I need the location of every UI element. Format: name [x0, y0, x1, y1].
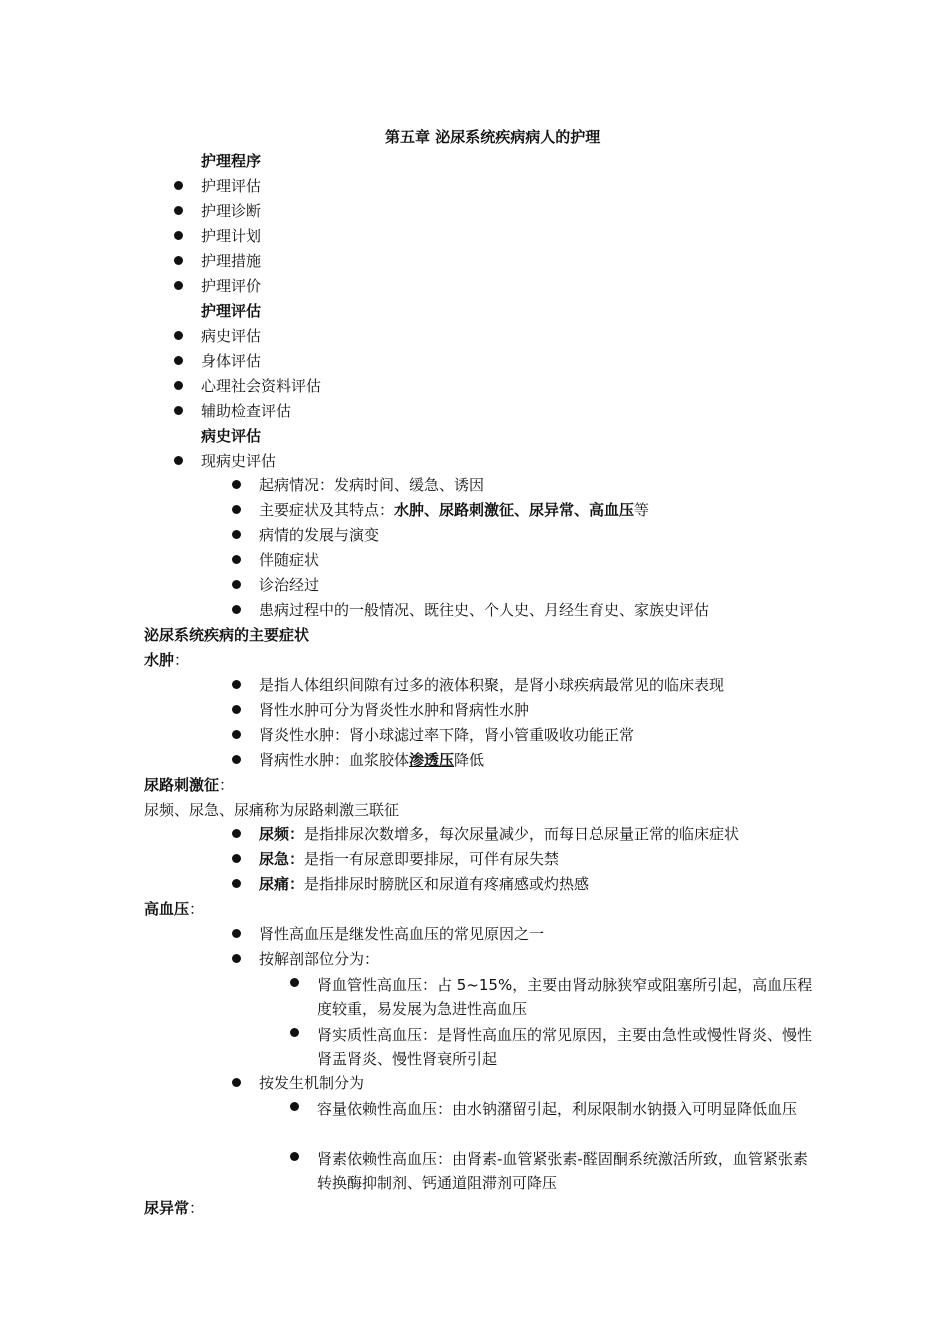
list-item: 护理评价 — [201, 277, 262, 295]
list-item: 病情的发展与演变 — [259, 526, 380, 544]
bullet-icon — [174, 456, 183, 465]
section-heading-irritation — [144, 775, 234, 795]
list-item: 肾实质性高血压：是肾性高血压的常见原因，主要由急性或慢性肾炎、慢性肾盂肾炎、慢性肾衰所引起 — [317, 1026, 813, 1068]
list-item: 肾性高血压是继发性高血压的常见原因之一 — [259, 925, 545, 943]
bullet-icon — [232, 929, 241, 938]
section-heading-assessment: 护理评估 — [201, 302, 262, 320]
list-item: 伴随症状 — [259, 551, 320, 569]
bullet-icon — [290, 978, 299, 987]
list-item: 是指人体组织间隙有过多的液体积聚，是肾小球疾病最常见的临床表现 — [259, 676, 725, 694]
nephrotic-suffix: 降低 — [454, 751, 485, 769]
symptoms-suffix: 等 — [634, 501, 650, 519]
list-item: 肾素依赖性高血压：由肾素-血管紧张素-醛固酮系统激活所致，血管紧张素转换酶抑制剂、钙通道阻滞剂可降压 — [317, 1150, 808, 1192]
bullet-icon — [232, 954, 241, 963]
symptoms-prefix: 主要症状及其特点： — [259, 501, 395, 519]
list-item — [259, 500, 649, 520]
list-item: 身体评估 — [201, 352, 262, 370]
list-item: 护理计划 — [201, 227, 262, 245]
bullet-icon — [232, 505, 241, 514]
section-heading-urine — [144, 1198, 204, 1218]
bullet-icon — [174, 281, 183, 290]
list-item: 肾血管性高血压：占 5~15%，主要由肾动脉狭窄或阻塞所引起，高血压程度较重，易发展为急进性高血压 — [317, 976, 813, 1018]
list-item — [259, 824, 739, 844]
term: 尿痛： — [259, 875, 305, 893]
bullet-icon — [232, 854, 241, 863]
bullet-icon — [232, 1078, 241, 1087]
list-item: 病史评估 — [201, 327, 262, 345]
list-item: 诊治经过 — [259, 576, 320, 594]
bullet-icon — [174, 256, 183, 265]
list-item: 护理诊断 — [201, 202, 262, 220]
list-item — [259, 849, 559, 869]
bullet-icon — [232, 680, 241, 689]
list-item: 现病史评估 — [201, 452, 277, 470]
colon: ： — [219, 776, 235, 794]
colon: ： — [189, 1199, 205, 1217]
section-heading-history: 病史评估 — [201, 427, 262, 445]
list-item: 肾性水肿可分为肾炎性水肿和肾病性水肿 — [259, 701, 530, 719]
list-item: 护理措施 — [201, 252, 262, 270]
irritation-heading: 尿路刺激征 — [144, 776, 220, 794]
bullet-icon — [232, 480, 241, 489]
bullet-icon — [174, 206, 183, 215]
term: 尿急： — [259, 850, 305, 868]
edema-heading: 水肿 — [144, 651, 175, 669]
paragraph: 尿频、尿急、尿痛称为尿路刺激三联征 — [144, 801, 400, 819]
list-item: 肾炎性水肿：肾小球滤过率下降，肾小管重吸收功能正常 — [259, 726, 635, 744]
list-item — [259, 750, 484, 770]
term: 尿频： — [259, 825, 305, 843]
bullet-icon — [174, 231, 183, 240]
bullet-icon — [290, 1028, 299, 1037]
bullet-icon — [174, 406, 183, 415]
list-item: 起病情况：发病时间、缓急、诱因 — [259, 476, 485, 494]
definition: 是指排尿次数增多，每次尿量减少，而每日总尿量正常的临床症状 — [304, 825, 740, 843]
list-item: 按发生机制分为 — [259, 1074, 365, 1092]
bullet-icon — [290, 1102, 299, 1111]
bullet-icon — [232, 879, 241, 888]
list-item: 按解剖部位分为： — [259, 950, 380, 968]
bullet-icon — [174, 381, 183, 390]
section-heading-hypertension — [144, 899, 204, 919]
bullet-icon — [232, 755, 241, 764]
bullet-icon — [174, 356, 183, 365]
bullet-icon — [232, 705, 241, 714]
section-heading-edema — [144, 650, 189, 670]
definition: 是指一有尿意即要排尿，可伴有尿失禁 — [304, 850, 560, 868]
definition: 是指排尿时膀胱区和尿道有疼痛感或灼热感 — [304, 875, 590, 893]
bullet-icon — [290, 1152, 299, 1161]
symptoms-bold: 水肿、尿路刺激征、尿异常、高血压 — [394, 501, 635, 519]
list-item: 容量依赖性高血压：由水钠潴留引起，利尿限制水钠摄入可明显降低血压 — [317, 1100, 798, 1118]
nephrotic-bold: 渗透压 — [409, 751, 455, 769]
list-item: 患病过程中的一般情况、既往史、个人史、月经生育史、家族史评估 — [259, 601, 710, 619]
section-heading-process: 护理程序 — [201, 152, 262, 170]
list-item — [259, 874, 589, 894]
bullet-icon — [232, 605, 241, 614]
bullet-icon — [232, 829, 241, 838]
bullet-icon — [232, 580, 241, 589]
page-title: 第五章 泌尿系统疾病病人的护理 — [385, 128, 601, 146]
section-heading-main-symptoms: 泌尿系统疾病的主要症状 — [144, 626, 310, 644]
bullet-icon — [232, 730, 241, 739]
bullet-icon — [232, 555, 241, 564]
hypertension-heading: 高血压 — [144, 900, 190, 918]
colon: ： — [174, 651, 190, 669]
bullet-icon — [174, 181, 183, 190]
list-item: 辅助检查评估 — [201, 402, 292, 420]
list-item: 心理社会资料评估 — [201, 377, 322, 395]
nephrotic-prefix: 肾病性水肿：血浆胶体 — [259, 751, 410, 769]
urine-heading: 尿异常 — [144, 1199, 190, 1217]
bullet-icon — [232, 530, 241, 539]
bullet-icon — [174, 331, 183, 340]
colon: ： — [189, 900, 205, 918]
list-item: 护理评估 — [201, 177, 262, 195]
